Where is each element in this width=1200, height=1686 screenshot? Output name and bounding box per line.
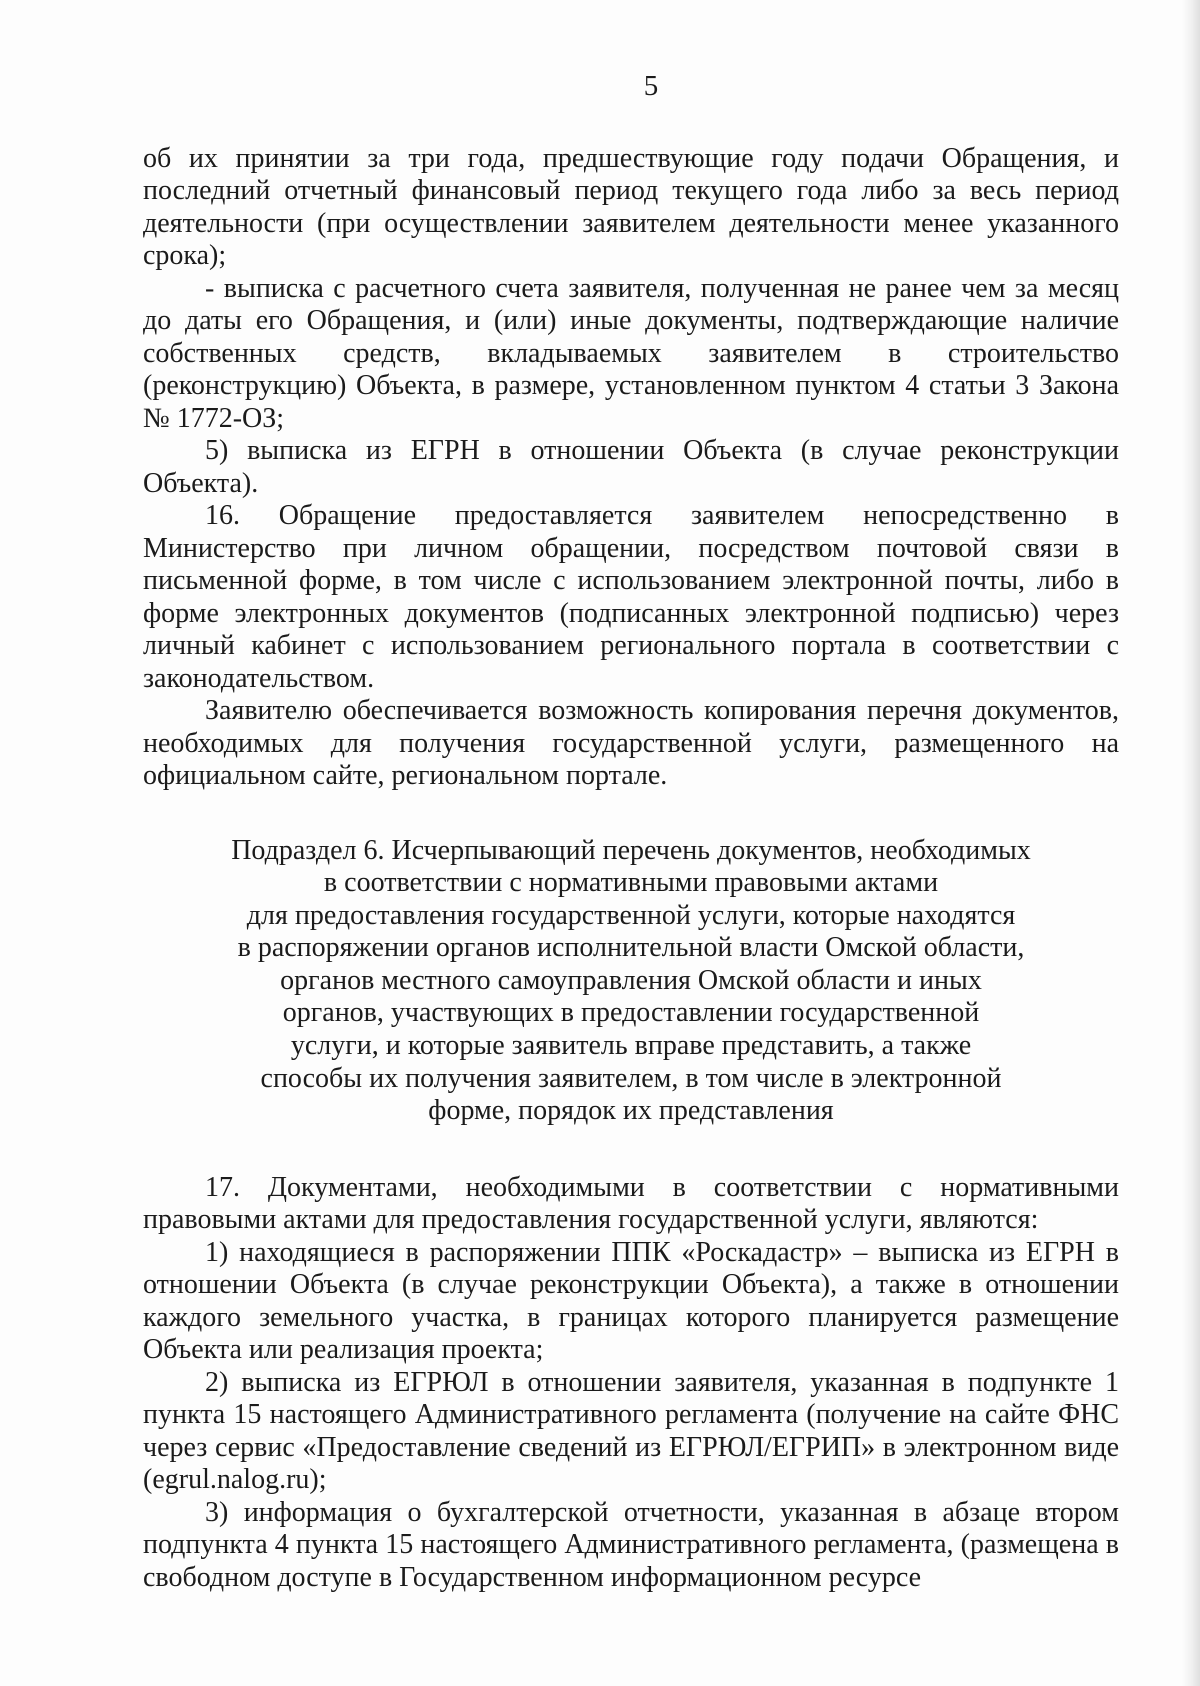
- paragraph: 1) находящиеся в распоряжении ППК «Роскадастр» – выписка из ЕГРН в отношении Объекта (в случае реконструкции Объекта), а также в отношении каждого земельного участка, в границах которого планируется размещение Объекта или реализация проекта;: [143, 1236, 1119, 1366]
- heading-line: услуги, и которые заявитель вправе представить, а также: [290, 1030, 972, 1062]
- paragraph: 3) информация о бухгалтерской отчетности, указанная в абзаце втором подпункта 4 пункта 15 настоящего Административного регламента, (размещена в свободном доступе в Государственном информационном ресурсе: [143, 1496, 1119, 1593]
- heading-line: способы их получения заявителем, в том числе в электронной: [260, 1062, 1002, 1094]
- page-edge-shadow: [1182, 0, 1200, 1686]
- top-paragraphs: [143, 143, 1119, 793]
- document-body: [143, 70, 1119, 1594]
- page-number: 5: [643, 70, 659, 102]
- paragraph: - выписка с расчетного счета заявителя, полученная не ранее чем за месяц до даты его Обращения, и (или) иные документы, подтверждающие наличие собственных средств, вкладываемых заявителем в строительство (реконструкцию) Объекта, в размере, установленном пунктом 4 статьи 3 Закона № 1772-ОЗ;: [143, 272, 1119, 434]
- heading-line: органов, участвующих в предоставлении государственной: [282, 997, 980, 1029]
- paragraph: 2) выписка из ЕГРЮЛ в отношении заявителя, указанная в подпункте 1 пункта 15 настоящего Административного регламента (получение на сайте ФНС через сервис «Предоставление сведений из ЕГРЮЛ/ЕГРИП» в электронном виде (egrul.nalog.ru);: [143, 1366, 1119, 1496]
- section-heading: [223, 835, 1039, 1128]
- paragraph: 16. Обращение предоставляется заявителем непосредственно в Министерство при личном обращении, посредством почтовой связи в письменной форме, в том числе с использованием электронной почты, либо в форме электронных документов (подписанных электронной подписью) через личный кабинет с использованием регионального портала в соответствии с законодательством.: [143, 500, 1119, 694]
- bottom-paragraphs: [143, 1172, 1119, 1595]
- heading-line: органов местного самоуправления Омской области и иных: [280, 964, 982, 996]
- paragraph: 5) выписка из ЕГРН в отношении Объекта (в случае реконструкции Объекта).: [143, 435, 1119, 499]
- heading-line: в соответствии с нормативными правовыми актами: [323, 867, 939, 899]
- heading-line: форме, порядок их представления: [428, 1095, 834, 1127]
- heading-line: в распоряжении органов исполнительной власти Омской области,: [237, 932, 1025, 964]
- paragraph: Заявителю обеспечивается возможность копирования перечня документов, необходимых для получения государственной услуги, размещенного на официальном сайте, региональном портале.: [143, 695, 1119, 791]
- heading-line: Подраздел 6. Исчерпывающий перечень документов, необходимых: [231, 834, 1031, 866]
- paragraph: 17. Документами, необходимыми в соответствии с нормативными правовыми актами для предоставления государственной услуги, являются:: [143, 1171, 1119, 1236]
- heading-line: для предоставления государственной услуги, которые находятся: [246, 899, 1016, 931]
- paragraph: об их принятии за три года, предшествующие году подачи Обращения, и последний отчетный финансовый период текущего года либо за весь период деятельности (при осуществлении заявителем деятельности менее указанного срока);: [143, 142, 1119, 271]
